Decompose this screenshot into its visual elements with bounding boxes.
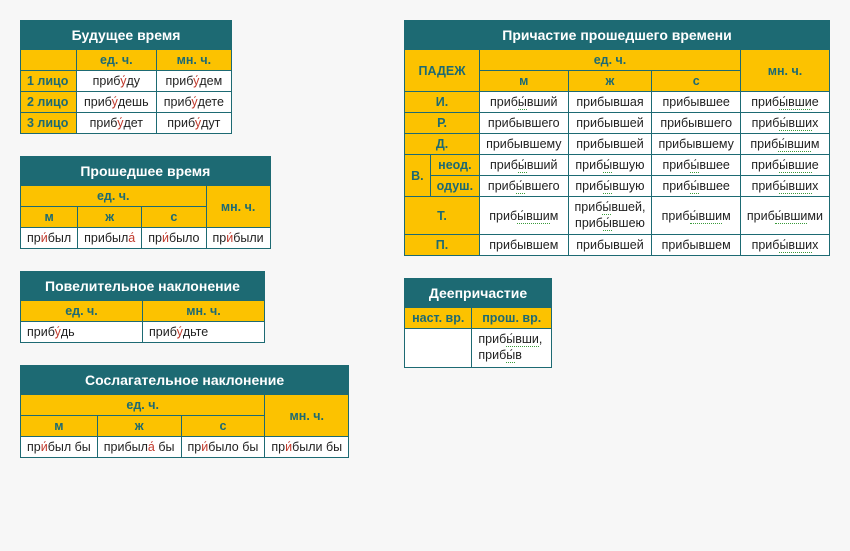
participle-gender-n: с xyxy=(652,71,740,92)
subjunctive-value-f: прибыла́ бы xyxy=(97,437,181,458)
subjunctive-gender-n: с xyxy=(181,416,265,437)
table-row xyxy=(21,322,265,343)
participle-prep-pl: прибы́вших xyxy=(740,235,829,256)
future-pl-2: прибу́дете xyxy=(156,92,231,113)
gerund-value-past: прибы́вши, прибы́в xyxy=(472,329,552,367)
participle-ins-m: прибы́вшим xyxy=(480,197,568,235)
participle-acc-inan-f: прибы́вшую xyxy=(568,155,652,176)
participle-dat-f: прибывшей xyxy=(568,134,652,155)
table-row xyxy=(405,92,830,113)
participle-nom-m: прибы́вший xyxy=(480,92,568,113)
participle-case-gen: Р. xyxy=(405,113,480,134)
participle-case-ins: Т. xyxy=(405,197,480,235)
table-row xyxy=(21,395,349,416)
table-row xyxy=(405,308,552,329)
participle-gender-m: м xyxy=(480,71,568,92)
participle-acc-animate-label: одуш. xyxy=(430,176,479,197)
future-sg-2: прибу́дешь xyxy=(76,92,156,113)
subjunctive-header-pl: мн. ч. xyxy=(265,395,349,437)
participle-dat-m: прибывшему xyxy=(480,134,568,155)
subjunctive-header-sg: ед. ч. xyxy=(21,395,265,416)
table-row xyxy=(405,155,830,176)
past-gender-m: м xyxy=(21,207,78,228)
participle-case-dat: Д. xyxy=(405,134,480,155)
future-header-pl: мн. ч. xyxy=(156,50,231,71)
future-tense-table xyxy=(20,20,232,134)
participle-acc-inan-n: прибы́вшее xyxy=(652,155,740,176)
table-row xyxy=(405,50,830,71)
participle-prep-f: прибывшей xyxy=(568,235,652,256)
participle-ins-pl: прибы́вшими xyxy=(740,197,829,235)
table-row xyxy=(21,157,271,186)
past-header-pl: мн. ч. xyxy=(206,186,270,228)
participle-case-acc: В. xyxy=(405,155,431,197)
table-row xyxy=(21,92,232,113)
past-tense-table xyxy=(20,156,271,249)
table-row xyxy=(405,279,552,308)
past-participle-table xyxy=(404,20,830,256)
participle-case-nom: И. xyxy=(405,92,480,113)
subjunctive-gender-f: ж xyxy=(97,416,181,437)
participle-gen-m: прибывшего xyxy=(480,113,568,134)
table-row xyxy=(21,437,349,458)
future-person-2: 2 лицо xyxy=(21,92,77,113)
participle-ins-f: прибы́вшей, прибы́вшею xyxy=(568,197,652,235)
participle-acc-anim-pl: прибы́вших xyxy=(740,176,829,197)
future-person-1: 1 лицо xyxy=(21,71,77,92)
table-row xyxy=(405,235,830,256)
past-header-sg: ед. ч. xyxy=(21,186,207,207)
right-column xyxy=(404,20,834,390)
participle-gender-f: ж xyxy=(568,71,652,92)
future-sg-3: прибу́дет xyxy=(76,113,156,134)
past-tense-title: Прошедшее время xyxy=(21,157,271,186)
participle-gen-pl: прибы́вших xyxy=(740,113,829,134)
participle-acc-anim-m: прибы́вшего xyxy=(480,176,568,197)
participle-nom-n: прибывшее xyxy=(652,92,740,113)
participle-prep-m: прибывшем xyxy=(480,235,568,256)
subjunctive-title: Сослагательное наклонение xyxy=(21,366,349,395)
participle-nom-pl: прибы́вшие xyxy=(740,92,829,113)
table-row xyxy=(405,329,552,367)
subjunctive-value-n: при́было бы xyxy=(181,437,265,458)
participle-header-pl: мн. ч. xyxy=(740,50,829,92)
table-row xyxy=(405,176,830,197)
past-gender-n: с xyxy=(142,207,206,228)
participle-case-prep: П. xyxy=(405,235,480,256)
imperative-value-sg: прибу́дь xyxy=(21,322,143,343)
participle-dat-n: прибывшему xyxy=(652,134,740,155)
gerund-header-present: наст. вр. xyxy=(405,308,472,329)
future-header-sg: ед. ч. xyxy=(76,50,156,71)
table-row xyxy=(405,113,830,134)
gerund-value-present xyxy=(405,329,472,367)
participle-case-header: ПАДЕЖ xyxy=(405,50,480,92)
table-row xyxy=(21,301,265,322)
future-person-3: 3 лицо xyxy=(21,113,77,134)
gerund-table xyxy=(404,278,552,367)
participle-ins-n: прибы́вшим xyxy=(652,197,740,235)
table-row xyxy=(405,197,830,235)
participle-acc-inanimate-label: неод. xyxy=(430,155,479,176)
subjunctive-value-m: при́был бы xyxy=(21,437,98,458)
imperative-title: Повелительное наклонение xyxy=(21,272,265,301)
table-row xyxy=(405,21,830,50)
participle-acc-inan-pl: прибы́вшие xyxy=(740,155,829,176)
participle-dat-pl: прибы́вшим xyxy=(740,134,829,155)
future-tense-title: Будущее время xyxy=(21,21,232,50)
future-pl-3: прибу́дут xyxy=(156,113,231,134)
past-value-pl: при́были xyxy=(206,228,270,249)
left-column xyxy=(20,20,370,480)
participle-acc-anim-n: прибы́вшее xyxy=(652,176,740,197)
participle-header-sg: ед. ч. xyxy=(480,50,741,71)
table-row xyxy=(21,50,232,71)
past-gender-f: ж xyxy=(78,207,142,228)
participle-gen-n: прибывшего xyxy=(652,113,740,134)
participle-prep-n: прибывшем xyxy=(652,235,740,256)
gerund-title: Деепричастие xyxy=(405,279,552,308)
past-value-f: прибыла́ xyxy=(78,228,142,249)
imperative-header-pl: мн. ч. xyxy=(143,301,265,322)
participle-nom-f: прибывшая xyxy=(568,92,652,113)
table-row xyxy=(21,186,271,207)
participle-acc-inan-m: прибы́вший xyxy=(480,155,568,176)
table-row xyxy=(405,134,830,155)
table-row xyxy=(21,366,349,395)
imperative-value-pl: прибу́дьте xyxy=(143,322,265,343)
table-row xyxy=(21,272,265,301)
past-value-n: при́было xyxy=(142,228,206,249)
participle-gen-f: прибывшей xyxy=(568,113,652,134)
subjunctive-gender-m: м xyxy=(21,416,98,437)
imperative-table xyxy=(20,271,265,343)
table-row xyxy=(21,228,271,249)
gerund-header-past: прош. вр. xyxy=(472,308,552,329)
future-sg-1: прибу́ду xyxy=(76,71,156,92)
table-row xyxy=(21,113,232,134)
subjunctive-table xyxy=(20,365,349,458)
past-value-m: при́был xyxy=(21,228,78,249)
participle-acc-anim-f: прибы́вшую xyxy=(568,176,652,197)
table-row xyxy=(21,21,232,50)
table-row xyxy=(21,71,232,92)
participle-title: Причастие прошедшего времени xyxy=(405,21,830,50)
imperative-header-sg: ед. ч. xyxy=(21,301,143,322)
future-corner-cell xyxy=(21,50,77,71)
subjunctive-value-pl: при́были бы xyxy=(265,437,349,458)
future-pl-1: прибу́дем xyxy=(156,71,231,92)
